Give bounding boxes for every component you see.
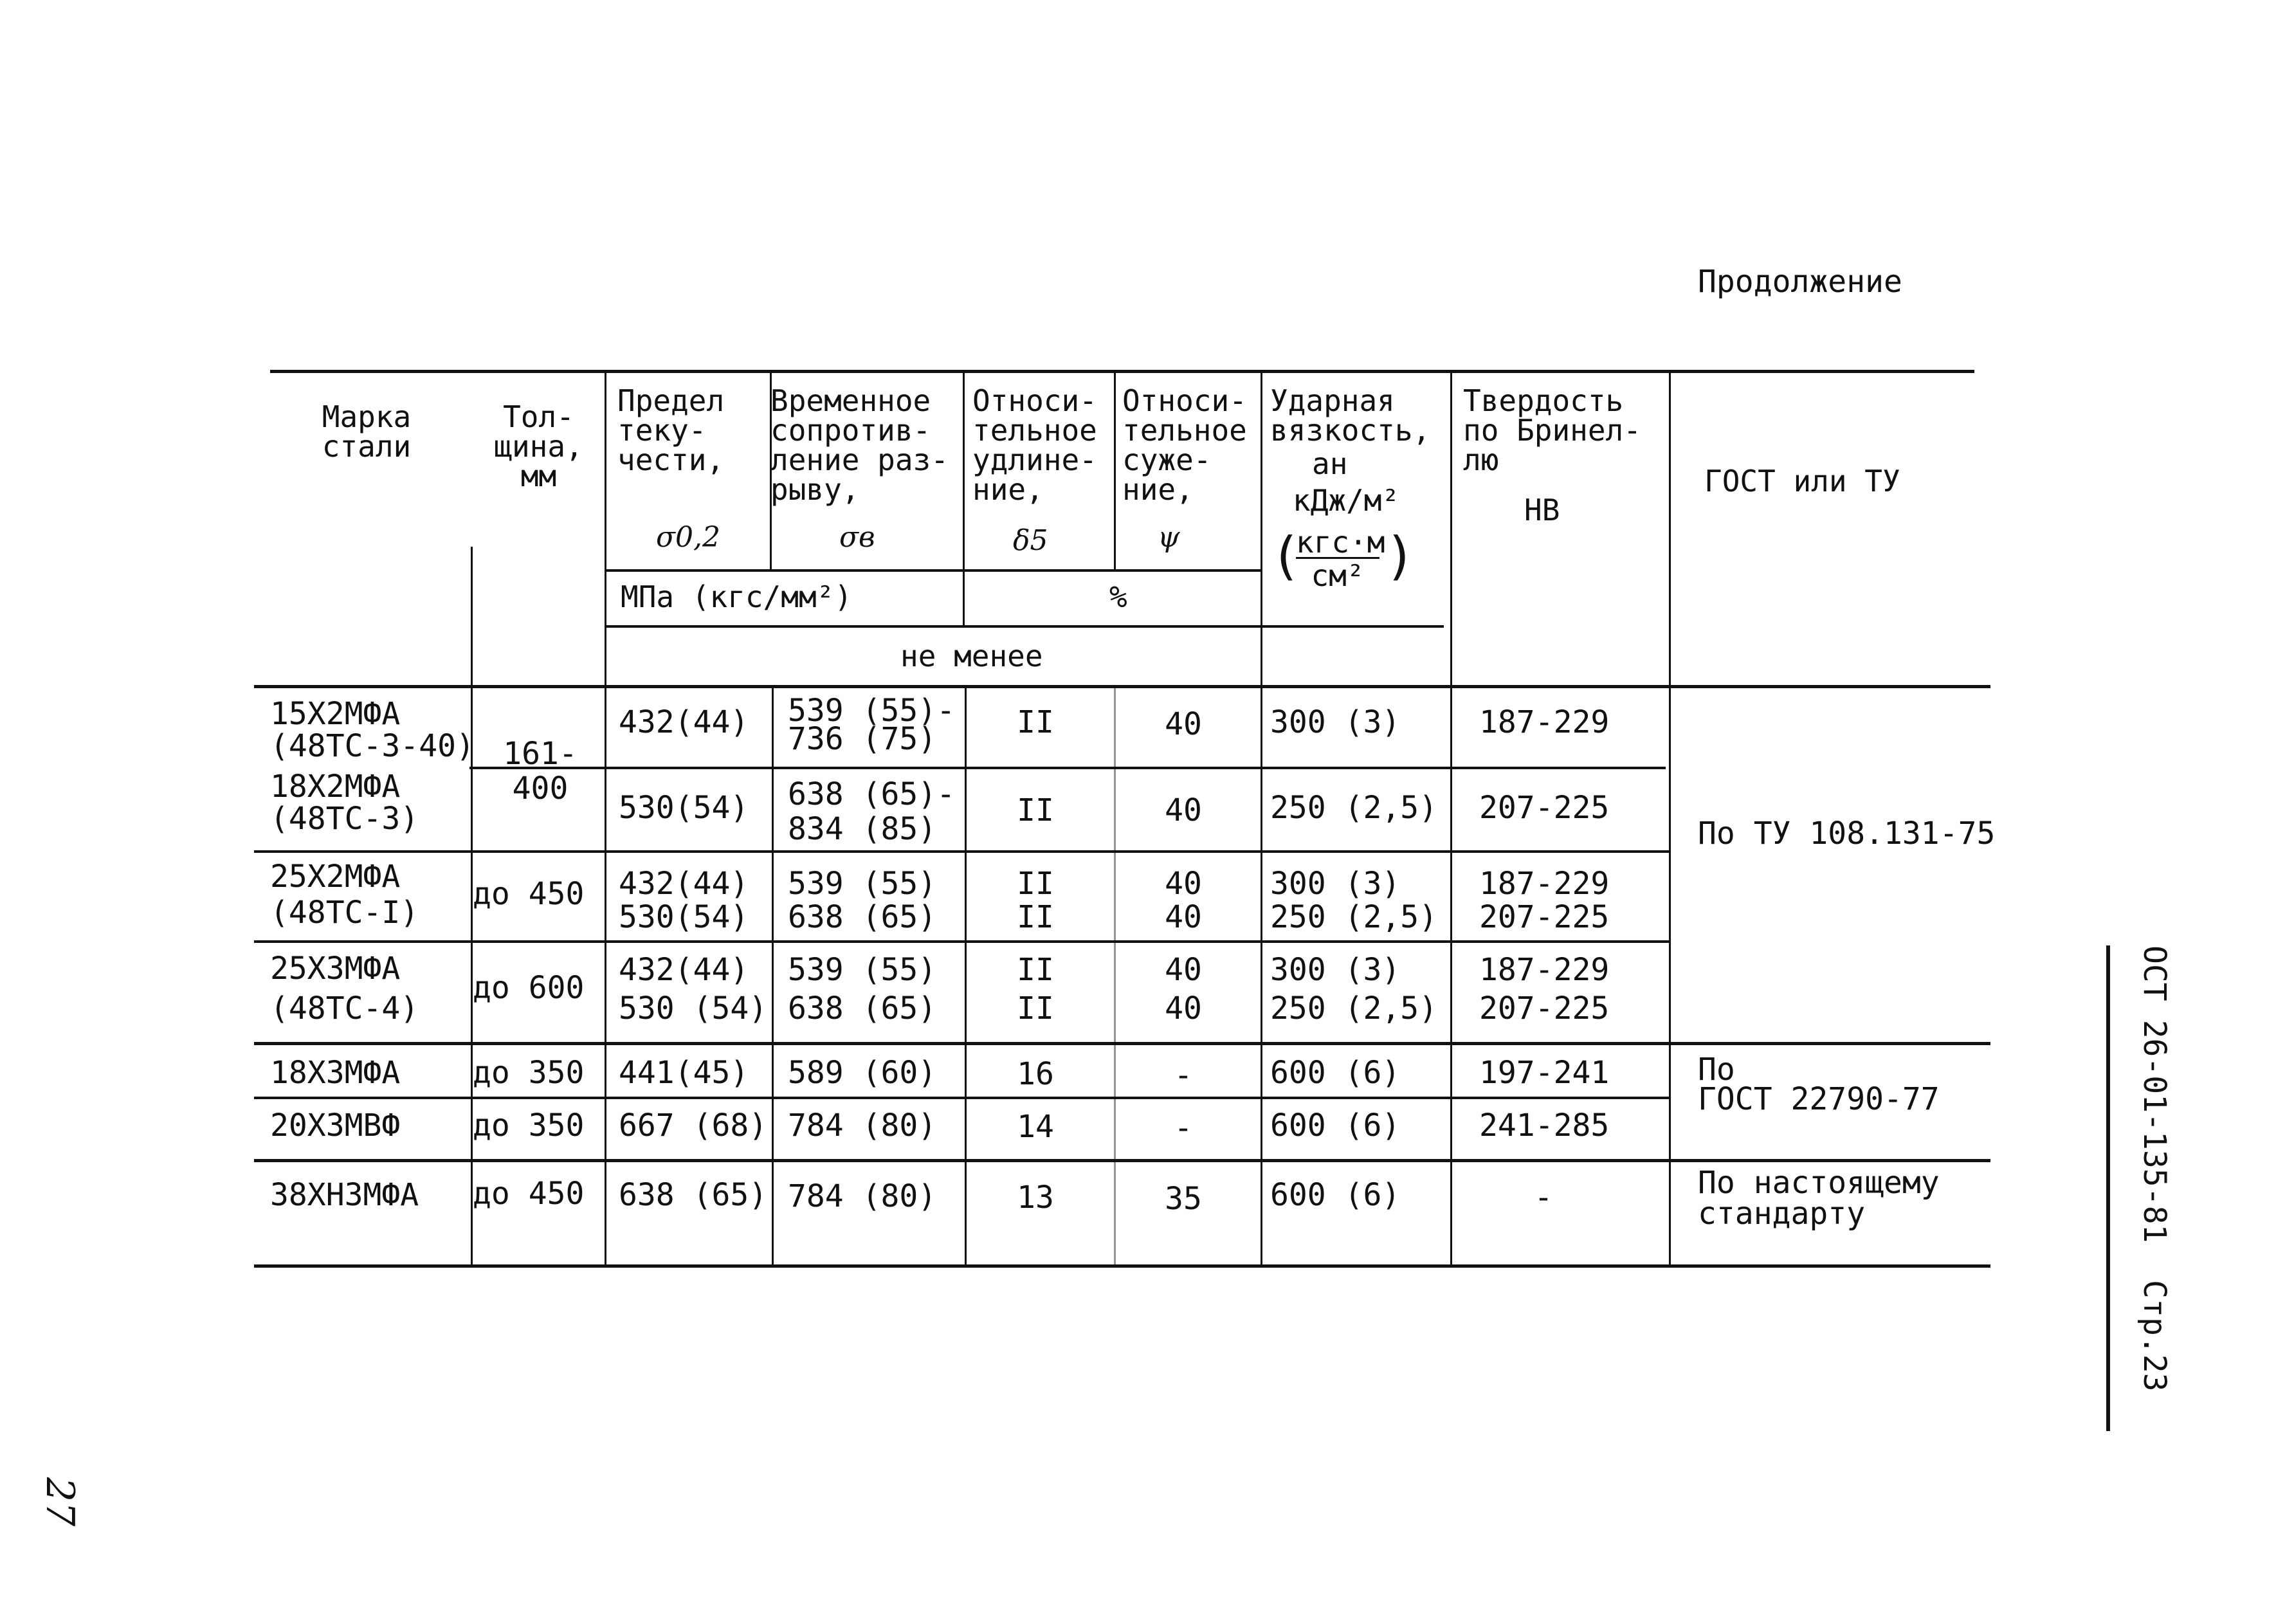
row-separator	[254, 1042, 1990, 1045]
cell-gost-merged: По ГОСТ 22790-77	[1698, 1052, 1940, 1117]
cell-impact: 600 (6)	[1270, 1108, 1401, 1144]
cell-thickness-merged: 161- 400	[503, 736, 578, 807]
cell-yield: 432(44) 530(54)	[619, 866, 749, 935]
header-tensile: Временное сопротив- ление раз- рыву,	[770, 383, 949, 507]
cell-yield: 432(44)	[619, 704, 749, 740]
cell-impact: 600 (6)	[1270, 1177, 1401, 1213]
cell-impact: 300 (3)	[1270, 704, 1401, 740]
cell-tensile: 589 (60)	[788, 1055, 937, 1091]
cell-impact: 300 (3) 250 (2,5)	[1270, 952, 1438, 1026]
column-divider	[1450, 373, 1452, 1267]
column-divider	[1114, 373, 1116, 569]
header-hardness-symbol: НВ	[1524, 493, 1560, 527]
cell-grade: 20Х3МВФ	[270, 1108, 401, 1144]
cell-elongation: 16	[1017, 1056, 1054, 1092]
header-impact-alt-unit: ( кгс·м см² )	[1270, 525, 1416, 593]
row-separator	[254, 850, 1669, 853]
cell-hardness: 187-229	[1479, 704, 1610, 740]
cell-tensile: 539 (55) 638 (65)	[788, 866, 937, 935]
cell-reduction: -	[1174, 1110, 1193, 1146]
cell-hardness: 207-225	[1479, 790, 1610, 826]
cell-hardness: -	[1534, 1180, 1553, 1216]
cell-hardness: 197-241	[1479, 1055, 1610, 1091]
cell-grade: 18Х3МФА	[270, 1055, 401, 1091]
cell-impact: 300 (3) 250 (2,5)	[1270, 866, 1438, 935]
cell-reduction: 40 40	[1165, 866, 1202, 935]
header-yield: Предел теку- чести,	[617, 383, 725, 477]
cell-hardness: 187-229 207-225	[1479, 866, 1610, 935]
cell-hardness: 241-285	[1479, 1108, 1610, 1144]
header-line	[605, 625, 1444, 628]
cell-tensile: 539 (55) 638 (65)	[788, 952, 937, 1026]
header-yield-symbol: σ0,2	[656, 521, 721, 554]
row-separator	[254, 1159, 1990, 1162]
cell-impact: 250 (2,5)	[1270, 790, 1438, 826]
cell-thickness: до 450	[473, 876, 585, 912]
column-divider	[1114, 687, 1116, 1266]
header-bottom-border	[254, 685, 1990, 688]
header-impact-unit: кДж/м²	[1293, 483, 1400, 518]
cell-elongation: 13	[1017, 1180, 1054, 1216]
table-top-border	[270, 370, 1974, 373]
cell-tensile: 784 (80)	[788, 1178, 937, 1214]
document-code-label: ОСТ 26-01-135-81 Стр.23	[2136, 945, 2172, 1392]
cell-elongation: II II	[1017, 952, 1054, 1026]
cell-grade: 38ХН3МФА	[270, 1177, 419, 1213]
cell-grade: 25Х2МФА (48ТС-I)	[270, 859, 419, 931]
cell-grade: 25Х3МФА (48ТС-4)	[270, 951, 419, 1026]
cell-reduction: 40	[1165, 792, 1202, 828]
header-tensile-symbol: σв	[839, 521, 875, 554]
cell-yield: 530(54)	[619, 790, 749, 826]
header-not-less: не менее	[900, 639, 1043, 673]
impact-unit-numerator: кгс·м	[1296, 525, 1385, 560]
cell-thickness: до 600	[473, 970, 585, 1006]
cell-yield: 667 (68)	[619, 1108, 768, 1144]
header-grade: Марка стали	[322, 399, 412, 464]
column-divider	[965, 687, 967, 1266]
table-bottom-border	[254, 1264, 1990, 1268]
cell-reduction: 40	[1165, 706, 1202, 742]
header-elongation: Относи- тельное удлине- ние,	[972, 383, 1097, 507]
side-rule	[2106, 945, 2110, 1431]
column-divider	[772, 687, 774, 1266]
cell-hardness: 187-229 207-225	[1479, 952, 1610, 1026]
cell-gost: По настоящему стандарту	[1698, 1165, 1940, 1232]
continuation-label: Продолжение	[1698, 264, 1902, 300]
cell-elongation: 14	[1017, 1109, 1054, 1145]
cell-elongation: II	[1017, 704, 1054, 740]
page-number: 27	[37, 1477, 83, 1527]
cell-tensile: 539 (55)- 736 (75)	[788, 693, 956, 757]
cell-elongation: II	[1017, 792, 1054, 828]
cell-reduction: 35	[1165, 1181, 1202, 1217]
header-impact: Ударная вязкость,	[1270, 383, 1431, 448]
header-thickness: Тол- щина, мм	[494, 399, 583, 493]
column-divider	[963, 373, 965, 627]
cell-reduction: 40 40	[1165, 952, 1202, 1026]
cell-tensile: 638 (65)- 834 (85)	[788, 776, 956, 847]
cell-yield: 441(45)	[619, 1055, 749, 1091]
header-line	[605, 569, 1261, 572]
header-unit-mpa: МПа (кгс/мм²)	[621, 579, 853, 614]
row-separator	[469, 767, 1666, 769]
header-hardness: Твердость по Бринел- лю	[1463, 383, 1641, 477]
cell-gost-merged: По ТУ 108.131-75	[1698, 816, 1996, 852]
header-impact-symbol: aн	[1312, 446, 1348, 481]
row-separator	[254, 1097, 1669, 1099]
cell-grade: 15Х2МФА (48ТС-3-40)	[270, 696, 475, 764]
header-reduction-symbol: ψ	[1158, 521, 1180, 554]
header-reduction: Относи- тельное суже- ние,	[1122, 383, 1247, 507]
cell-thickness: до 350	[473, 1055, 585, 1091]
cell-impact: 600 (6)	[1270, 1055, 1401, 1091]
header-elongation-symbol: δ5	[1013, 524, 1048, 557]
cell-grade: 18Х2МФА (48ТС-3)	[270, 769, 419, 837]
cell-reduction: -	[1174, 1057, 1193, 1093]
cell-elongation: II II	[1017, 866, 1054, 935]
header-gost: ГОСТ или ТУ	[1704, 464, 1900, 498]
column-divider	[1669, 373, 1671, 1267]
header-unit-percent: %	[1109, 579, 1127, 614]
column-divider	[1261, 373, 1262, 1267]
cell-yield: 432(44) 530 (54)	[619, 952, 768, 1026]
column-divider	[605, 373, 606, 1267]
cell-yield: 638 (65)	[619, 1177, 768, 1213]
row-separator	[254, 940, 1669, 943]
cell-thickness: до 350	[473, 1108, 585, 1144]
impact-unit-denominator: см²	[1311, 558, 1365, 593]
cell-tensile: 784 (80)	[788, 1108, 937, 1144]
cell-thickness: до 450	[473, 1176, 585, 1212]
